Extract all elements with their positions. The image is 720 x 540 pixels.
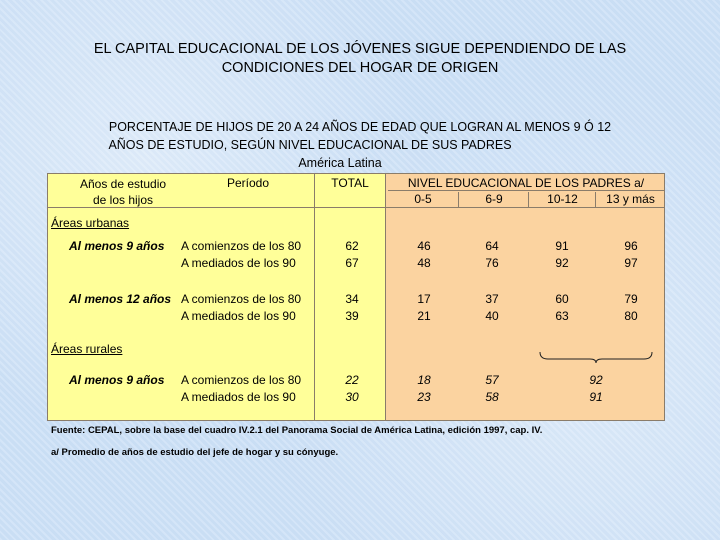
title-line-2: CONDICIONES DEL HOGAR DE ORIGEN [221,60,499,76]
value-cell: 92 [555,256,569,270]
header-years [56,176,190,208]
header-years-line-2: de los hijos [92,193,154,207]
value-cell: 18 [417,373,431,387]
data-table [47,173,665,421]
value-cell: 17 [417,292,431,306]
header-years-line-1: Años de estudio [79,177,167,191]
period-cell: A mediados de los 90 [181,390,296,404]
value-cell: 48 [417,256,431,270]
value-cell: 40 [485,309,499,323]
title-line-1: EL CAPITAL EDUCACIONAL DE LOS JÓVENES SIGUE DEPENDIENDO DE LAS [93,41,627,57]
value-cell: 79 [624,292,638,306]
rural-years-9: Al menos 9 años [69,373,165,387]
value-cell: 80 [624,309,638,323]
urban-years-12: Al menos 12 años [69,292,172,306]
value-cell: 91 [555,239,569,253]
table-subtitle [40,118,680,172]
value-cell: 57 [485,373,499,387]
value-cell: 21 [417,309,431,323]
period-cell: A mediados de los 90 [181,309,296,323]
value-cell: 23 [417,390,431,404]
total-cell: 67 [345,256,359,270]
footnote: a/ Promedio de años de estudio del jefe de hogar y su cónyuge. [51,447,339,458]
subtitle-line-2: AÑOS DE ESTUDIO, SEGÚN NIVEL EDUCACIONAL DE SUS PADRES [108,138,512,152]
subtitle-line-3: América Latina [298,156,382,170]
period-cell: A comienzos de los 80 [181,373,302,387]
total-cell: 22 [345,373,359,387]
value-cell: 91 [589,390,603,404]
header-sub-6-9: 6-9 [458,192,529,207]
total-cell: 34 [345,292,359,306]
value-cell: 60 [555,292,569,306]
slide-title [40,40,680,78]
value-cell: 96 [624,239,638,253]
value-cell: 37 [485,292,499,306]
period-cell: A mediados de los 90 [181,256,296,270]
value-cell: 64 [485,239,499,253]
period-cell: A comienzos de los 80 [181,292,302,306]
merged-columns-brace [538,350,654,364]
value-cell: 97 [624,256,638,270]
header-sub-13-plus: 13 y más [595,192,665,207]
subtitle-line-1: PORCENTAJE DE HIJOS DE 20 A 24 AÑOS DE EDAD QUE LOGRAN AL MENOS 9 Ó 12 [108,120,612,134]
header-period: Período [226,176,270,190]
section-urban: Áreas urbanas [51,216,130,230]
header-sub-0-5: 0-5 [414,192,432,206]
section-rural: Áreas rurales [51,342,123,356]
value-cell: 63 [555,309,569,323]
value-cell: 76 [485,256,499,270]
value-cell: 46 [417,239,431,253]
header-parents: NIVEL EDUCACIONAL DE LOS PADRES a/ [388,176,664,191]
value-cell: 92 [589,373,603,387]
total-cell: 62 [345,239,359,253]
total-cell: 30 [345,390,359,404]
source-note: Fuente: CEPAL, sobre la base del cuadro IV.2.1 del Panorama Social de América Latina, edición 1997, cap. IV. [51,425,543,436]
urban-years-9: Al menos 9 años [69,239,165,253]
header-total: TOTAL [331,176,369,190]
value-cell: 58 [485,390,499,404]
total-cell: 39 [345,309,359,323]
header-sub-10-12: 10-12 [528,192,596,207]
period-cell: A comienzos de los 80 [181,239,302,253]
